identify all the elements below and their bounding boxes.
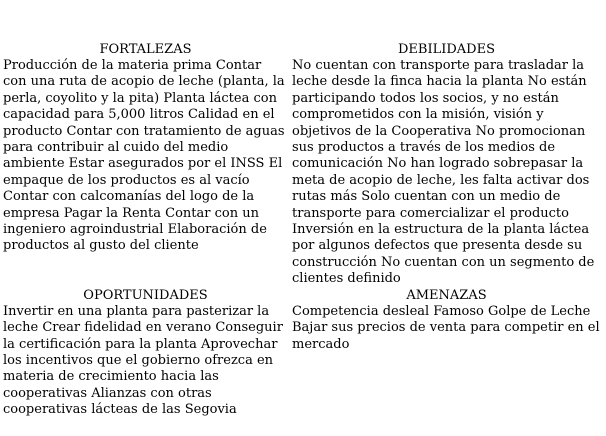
strengths-heading: FORTALEZAS [99,42,192,57]
strengths-cell [3,42,292,288]
threats-cell [292,288,601,419]
weaknesses-cell [292,42,601,288]
strengths-text: Producción de la materia prima Contar con una ruta de acopio de leche (planta, la perla, coyolito y la pita) Planta láctea con capacidad para 5,000 litros Calidad en el producto Contar con tratamiento de aguas para contribuir al cuido del medio ambiente Estar asegurados por el INSS El empaque de los productos es al vacío Contar con calcomanías del logo de la empresa Pagar la Renta Contar con un ingeniero agroindustrial Elaboración de productos al gusto del cliente [3,58,285,254]
opportunities-cell [3,288,292,419]
threats-heading: AMENAZAS [406,287,487,303]
weaknesses-text: No cuentan con transporte para trasladar la leche desde la finca hacia la planta No están participando todos los socios, y no están comprometidos con la misión, visión y objetivos de la Cooperativa No promocionan sus productos a través de los medios de comunicación No han logrado sobrepasar la meta de acopio de leche, les falta activar dos rutas más Solo cuentan con un medio de transporte para comercializar el producto Inversión en la estructura de la planta láctea por algunos defectos que presenta desde su construcción No cuentan con un segmento de clientes definido [292,58,595,287]
threats-text: Competencia desleal Famoso Golpe de Leche Bajar sus precios de venta para competir en el mercado [292,303,600,352]
weaknesses-heading: DEBILIDADES [398,42,495,57]
opportunities-heading: OPORTUNIDADES [83,287,208,303]
swot-matrix [3,42,601,419]
opportunities-text: Invertir en una planta para pasterizar la leche Crear fidelidad en verano Conseguir la certificación para la planta Aprovechar los incentivos que el gobierno ofrezca en materia de crecimiento hacia las cooperativas Alianzas con otras cooperativas lácteas de las Segovia [3,303,283,418]
